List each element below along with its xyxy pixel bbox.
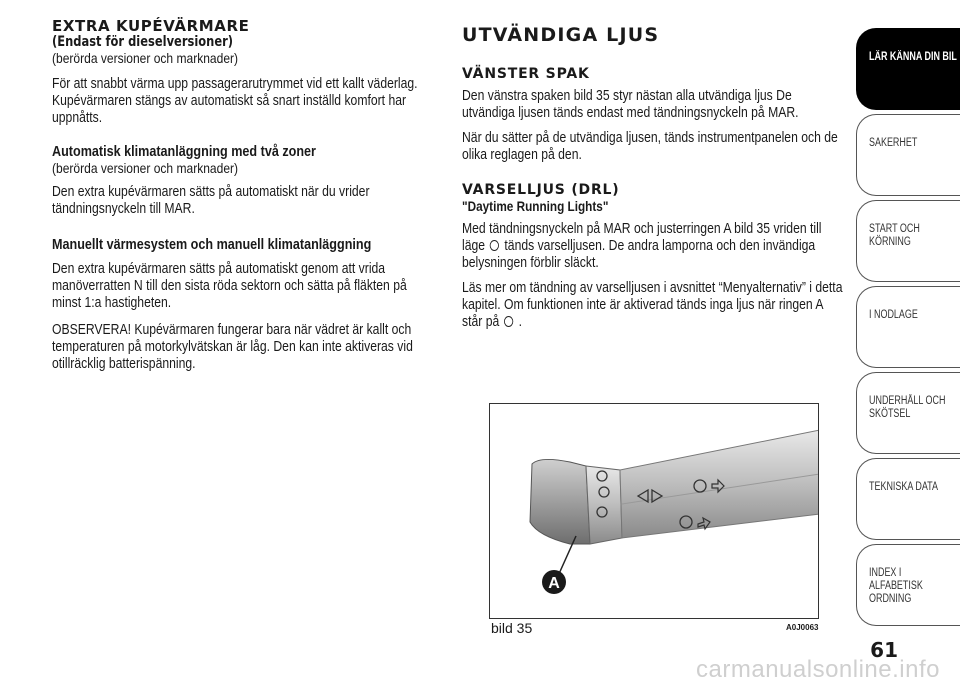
left-column: [52, 18, 424, 373]
subheading-drl: VARSELLJUS (DRL): [462, 182, 620, 198]
paragraph-menu: [462, 280, 844, 331]
page-number: 61: [870, 638, 898, 662]
paragraph-note: OBSERVERA! Kupévärmaren fungerar bara när vädret är kallt och temperaturen på motorkylvätskan är låg. Den kan inte aktiveras vid otillräcklig batterispänning.: [52, 322, 413, 372]
figure-caption: bild 35: [491, 620, 533, 636]
paragraph: Den extra kupévärmaren sätts på automatiskt när du vrider tändningsnyckeln till MAR.: [52, 184, 370, 217]
scope-note: (berörda versioner och marknader): [52, 50, 239, 66]
scope-note: (berörda versioner och marknader): [52, 160, 239, 176]
tab-safety[interactable]: [856, 114, 960, 196]
subheading-left-stalk: VÄNSTER SPAK: [462, 66, 590, 82]
tab-label: INDEX I ALFABETISK ORDNING: [869, 567, 923, 605]
tab-label: SÄKERHET: [869, 137, 918, 149]
tab-technical-data[interactable]: [856, 458, 960, 540]
figure-label-a: A: [548, 575, 560, 592]
tab-label: I NÖDLÄGE: [869, 309, 918, 321]
paragraph: Den vänstra spaken bild 35 styr nästan alla utvändiga ljus De utvändiga ljusen tänds endast med tändningsnyckeln på MAR.: [462, 88, 799, 121]
tab-label: UNDERHÅLL OCH SKÖTSEL: [869, 395, 946, 420]
lamp-icon: [490, 240, 499, 251]
middle-column: [462, 18, 844, 331]
tab-know-your-car[interactable]: [856, 28, 960, 110]
section-title-heater: EXTRA KUPÉVÄRMARE: [52, 17, 250, 35]
tab-label: TEKNISKA DATA: [869, 481, 938, 493]
figure-left-stalk: [489, 403, 819, 619]
paragraph-drl: [462, 221, 844, 272]
subheading-auto-climate: Automatisk klimatanläggning med två zoner: [52, 143, 316, 160]
tab-label: START OCH KÖRNING: [869, 223, 920, 248]
text-segment: Läs mer om tändning av varselljusen i avsnittet “Menyalternativ” i detta kapitel. Om funktionen inte är aktiverad tänds inga ljus när ringen A står på: [462, 280, 843, 330]
subheading-manual-climate: Manuellt värmesystem och manuell klimatanläggning: [52, 236, 372, 253]
text-segment: .: [518, 314, 523, 330]
paragraph: För att snabbt värma upp passagerarutrymmet vid ett kallt väderlag. Kupévärmaren stängs av automatiskt så snart inställd komfort har uppnåtts.: [52, 76, 418, 126]
section-title-exterior-lights: UTVÄNDIGA LJUS: [462, 24, 660, 46]
watermark: carmanualsonline.info: [696, 656, 940, 683]
paragraph: Den extra kupévärmaren sätts på automatiskt genom att vrida manöverratten N till den sista röda sektorn och sätta på fläkten på minst 1:a hastigheten.: [52, 261, 407, 311]
tab-starting-driving[interactable]: [856, 200, 960, 282]
lamp-icon: [504, 316, 513, 327]
drl-subtitle: "Daytime Running Lights": [462, 198, 609, 214]
text-segment: Med tändningsnyckeln på MAR och justerringen A bild 35 vriden till läge: [462, 221, 822, 254]
chapter-tabs: [856, 28, 960, 630]
tab-index[interactable]: [856, 544, 960, 626]
tab-label: LÄR KÄNNA DIN BIL: [869, 51, 957, 63]
text-segment: tänds varselljusen. De andra lamporna och den invändiga belysningen förblir släckt.: [462, 238, 816, 271]
tab-maintenance[interactable]: [856, 372, 960, 454]
figure-code: A0J0063: [786, 623, 819, 632]
section-subtitle: (Endast för dieselversioner): [52, 34, 234, 50]
stalk-illustration: [490, 404, 819, 619]
paragraph: När du sätter på de utvändiga ljusen, tänds instrumentpanelen och de olika reglagen på den.: [462, 130, 838, 163]
tab-emergency[interactable]: [856, 286, 960, 368]
